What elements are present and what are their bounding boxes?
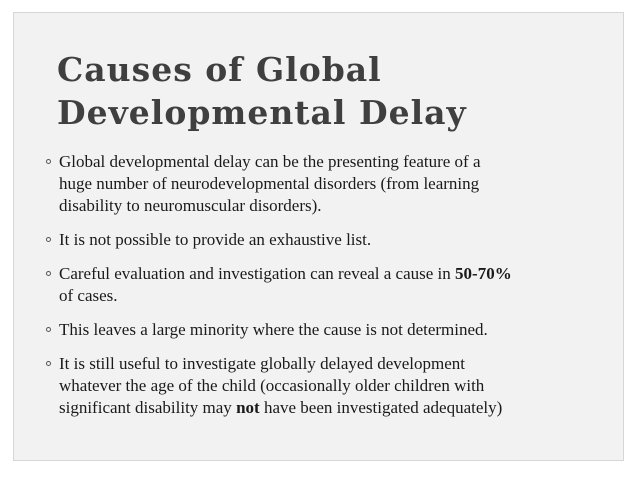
bullet-circle-icon [46,271,51,276]
bullet-5-line-3 [59,397,616,419]
bullet-circle-icon [46,237,51,242]
bullet-circle-icon [46,361,51,366]
bullet-list [46,151,616,431]
bullet-5-text-pre: significant disability may [59,398,237,417]
bullet-item-5 [46,353,616,419]
bullet-5-line-1: It is still useful to investigate globally delayed development [59,354,466,373]
bullet-1-line-2: huge number of neurodevelopmental disorders (from learning [59,174,480,193]
bullet-4-line-1: This leaves a large minority where the cause is not determined. [59,320,488,339]
bullet-5-line-2: whatever the age of the child (occasionally older children with [59,376,485,395]
bullet-item-2 [46,229,616,251]
slide-title [57,48,467,134]
bullet-item-3 [46,263,616,307]
bullet-3-percentage: 50-70% [455,264,512,283]
bullet-3-line-2: of cases. [59,286,118,305]
bullet-circle-icon [46,159,51,164]
bullet-circle-icon [46,327,51,332]
bullet-5-emphasis: not [236,398,260,417]
bullet-2-line-1: It is not possible to provide an exhaustive list. [59,230,372,249]
bullet-item-1 [46,151,616,217]
slide-title-line-1: Causes of Global [57,50,382,89]
bullet-1-line-1: Global developmental delay can be the presenting feature of a [59,152,481,171]
slide-title-line-2: Developmental Delay [57,93,467,132]
bullet-1-line-3: disability to neuromuscular disorders). [59,196,322,215]
bullet-item-4 [46,319,616,341]
bullet-5-text-post: have been investigated adequately) [259,398,503,417]
bullet-3-line-1 [59,263,616,285]
bullet-3-text: Careful evaluation and investigation can reveal a cause in [59,264,456,283]
